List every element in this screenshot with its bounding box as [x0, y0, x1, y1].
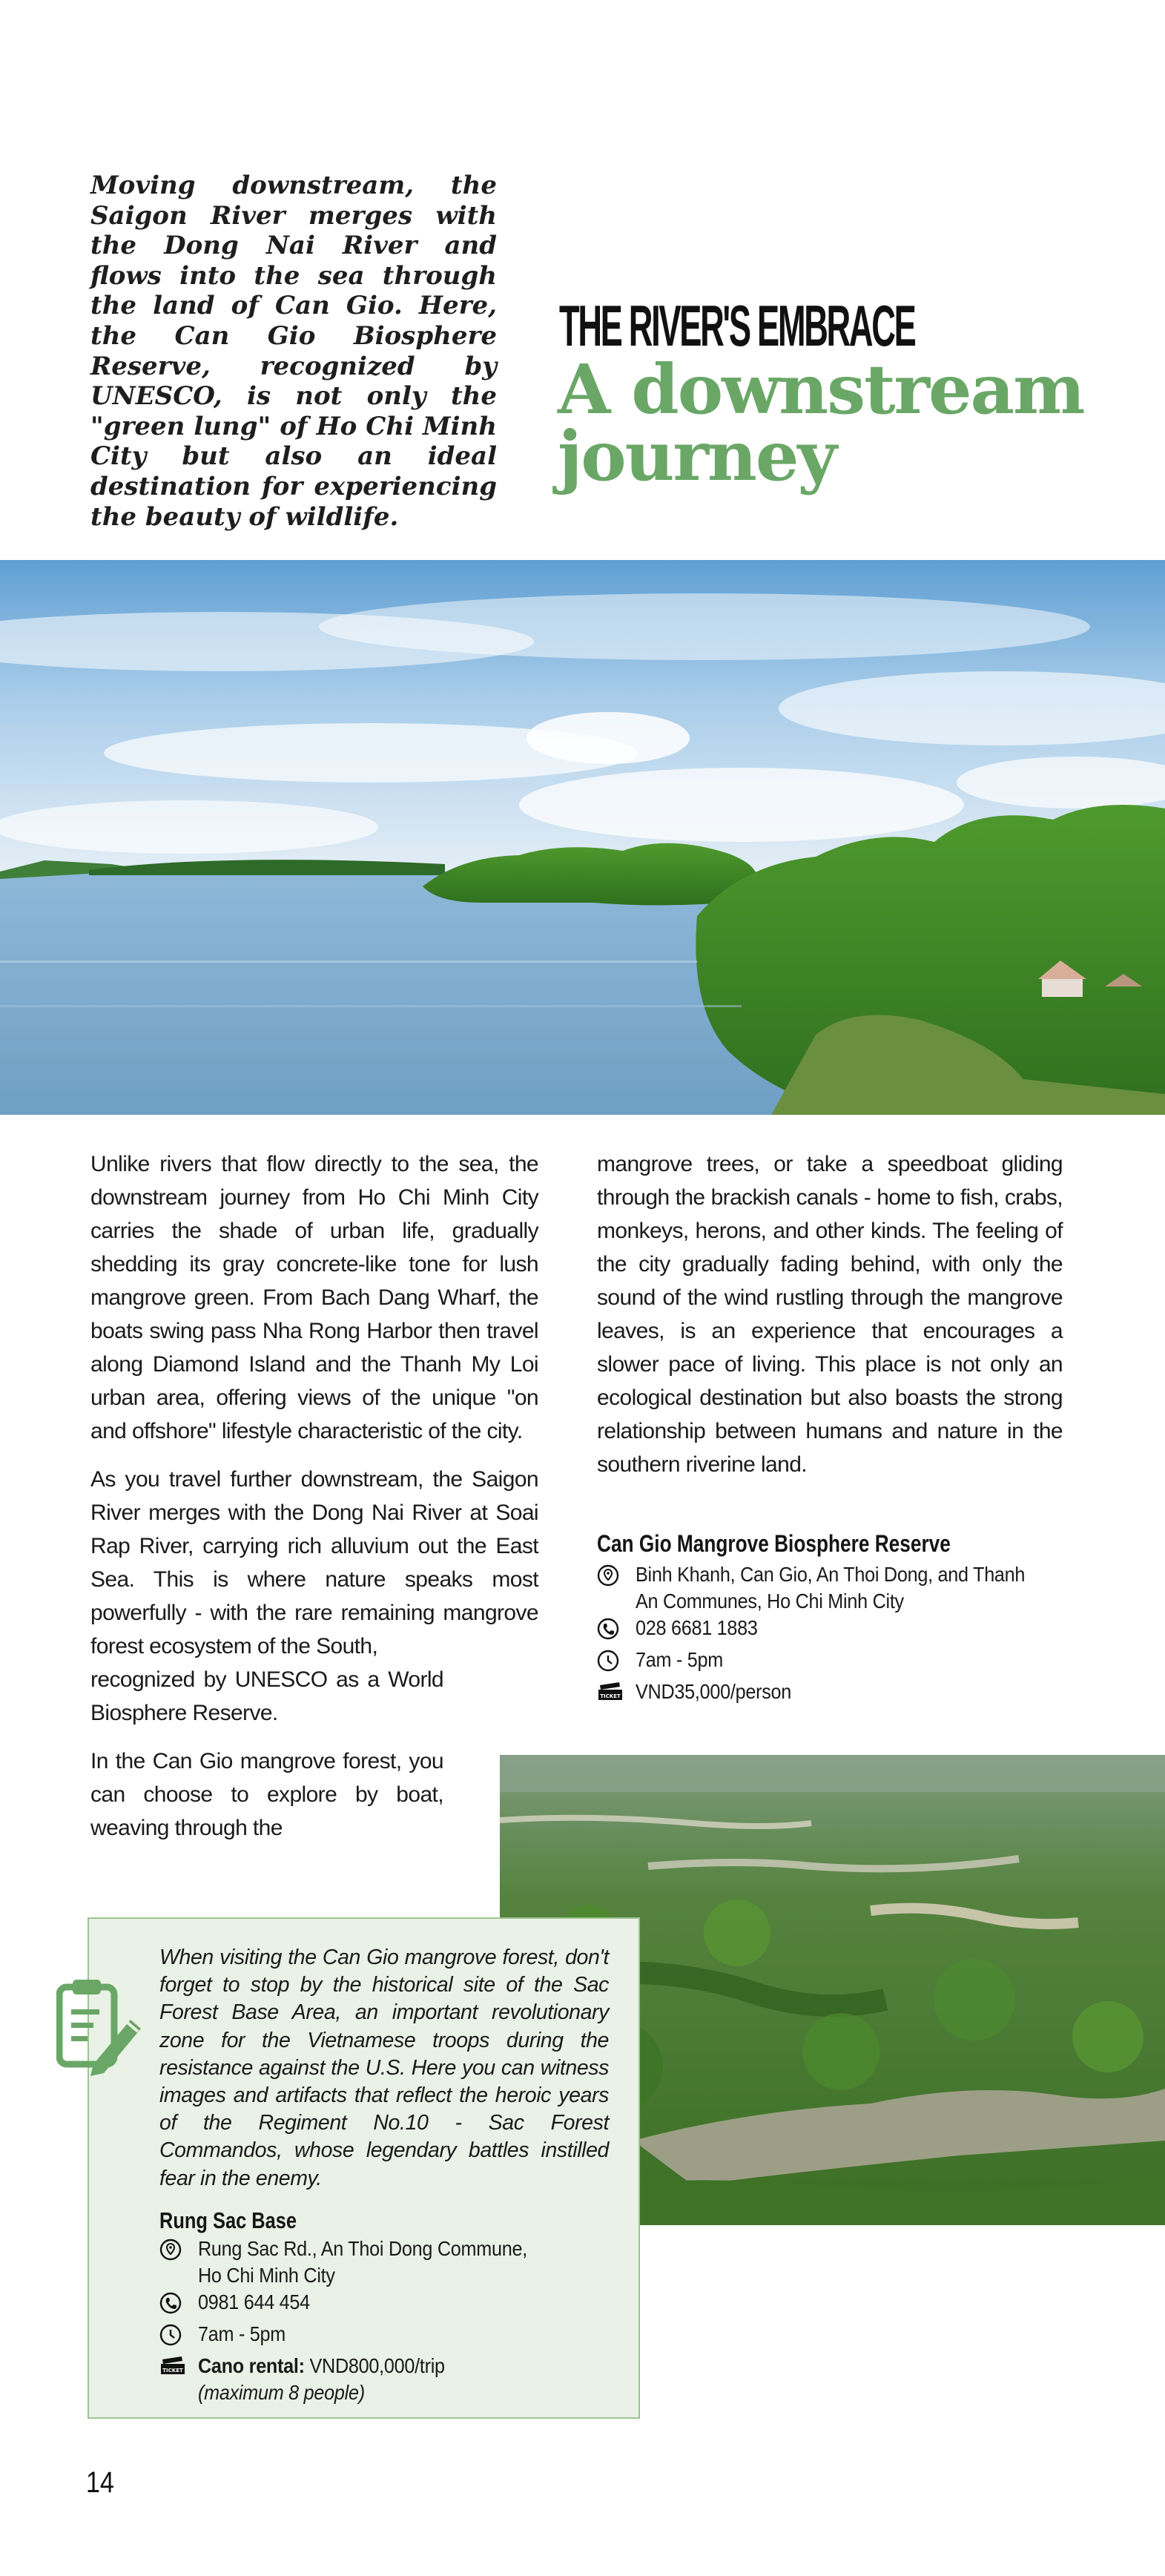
location-pin-icon — [597, 1561, 636, 1593]
ticket-icon — [159, 2353, 198, 2382]
rental-label: Cano rental: — [198, 2354, 305, 2377]
clock-icon — [159, 2321, 198, 2353]
clock-icon — [597, 1647, 636, 1679]
ticket-icon-label: TICKET — [162, 2368, 183, 2374]
opening-hours: 7am - 5pm — [636, 1648, 724, 1671]
tip-text: When visiting the Can Gio mangrove forest, don't forget to stop by the historical site of the Sac Forest Base Area, an important revolutionary zone for the Vietnamese troops during the resistance against the U.S. Here you can witness images and artifacts that reflect the heroic years of the Regiment No.10 - Sac Forest Commandos, whose legendary battles instilled fear in the enemy. — [159, 1946, 609, 2190]
body-paragraph: mangrove trees, or take a speedboat gliding through the brackish canals - home to fish, crabs, monkeys, herons, and other kinds. The feeling of the city gradually fading behind, with only the sound of the wind rustling through the mangrove leaves, is an experience that encourages a slower pace of living. This place is not only an ecological destination but also boasts the strong relationship between humans and nature in the southern riverine land. — [597, 1152, 1063, 1477]
hours-row — [597, 1647, 1079, 1679]
tip-title: Rung Sac Base — [159, 2207, 297, 2233]
body-paragraph — [90, 1463, 538, 1730]
info-list — [597, 1561, 1079, 1708]
address-line: Ho Chi Minh City — [198, 2264, 335, 2287]
clipboard-pencil-icon — [56, 1977, 142, 2076]
section-kicker: THE RIVER'S EMBRACE — [559, 293, 915, 358]
phone-row — [597, 1615, 1079, 1647]
address-row — [597, 1561, 1079, 1615]
phone-icon — [159, 2289, 198, 2321]
phone-row — [159, 2289, 619, 2321]
rental-price: VND800,000/trip — [304, 2354, 445, 2377]
ticket-price: VND35,000/person — [636, 1680, 792, 1703]
tip-info-list — [159, 2236, 619, 2406]
rental-note: (maximum 8 people) — [198, 2381, 365, 2404]
address-line: An Communes, Ho Chi Minh City — [636, 1590, 904, 1613]
body-paragraph: Unlike rivers that flow directly to the sea, the downstream journey from Ho Chi Minh City carries the shade of urban life, gradually shedding its gray concrete-like tone for lush mangrove green. From Bach Dang Wharf, the boats swing pass Nha Rong Harbor then travel along Diamond Island and the Thanh My Loi urban area, offering views of the unique "on and offshore" lifestyle characteristic of the city. — [90, 1152, 538, 1443]
address-line: Rung Sac Rd., An Thoi Dong Commune, — [198, 2237, 527, 2260]
ticket-icon — [597, 1679, 636, 1708]
ticket-icon-label: TICKET — [600, 1693, 621, 1699]
body-text: recognized by UNESCO as a World Biosphere Reserve. — [90, 1667, 443, 1725]
price-row — [597, 1679, 1079, 1708]
rental-row — [159, 2353, 619, 2406]
address-line: Binh Khanh, Can Gio, An Thoi Dong, and Thanh — [636, 1563, 1026, 1586]
headline: A downstream journey — [558, 349, 1084, 496]
phone-number: 0981 644 454 — [198, 2290, 310, 2313]
phone-icon — [597, 1615, 636, 1647]
phone-number: 028 6681 1883 — [636, 1616, 758, 1639]
body-paragraph: In the Can Gio mangrove forest, you can choose to explore by boat, weaving through the — [90, 1749, 443, 1840]
body-column-left — [90, 1147, 538, 1859]
address-row — [159, 2236, 619, 2289]
hours-row — [159, 2321, 619, 2353]
intro-paragraph: Moving downstream, the Saigon River merges with the Dong Nai River and flows into the sea through the land of Can Gio. Here, the Can Gio Biosphere Reserve, recognized by UNESCO, is not only the "green lung" of Ho Chi Minh City but also an ideal destination for experiencing the beauty of wildlife. — [90, 171, 497, 532]
body-text: As you travel further downstream, the Saigon River merges with the Dong Nai River at Soai Rap River, carrying rich alluvium out the East Sea. This is where nature speaks most powerfully - with the rare remaining mangrove forest ecosystem of the South, — [90, 1467, 538, 1658]
info-title: Can Gio Mangrove Biosphere Reserve — [597, 1530, 951, 1557]
page-number: 14 — [86, 2466, 114, 2499]
location-pin-icon — [159, 2236, 198, 2267]
river-landscape-photo — [0, 560, 1165, 1115]
opening-hours: 7am - 5pm — [198, 2322, 286, 2345]
